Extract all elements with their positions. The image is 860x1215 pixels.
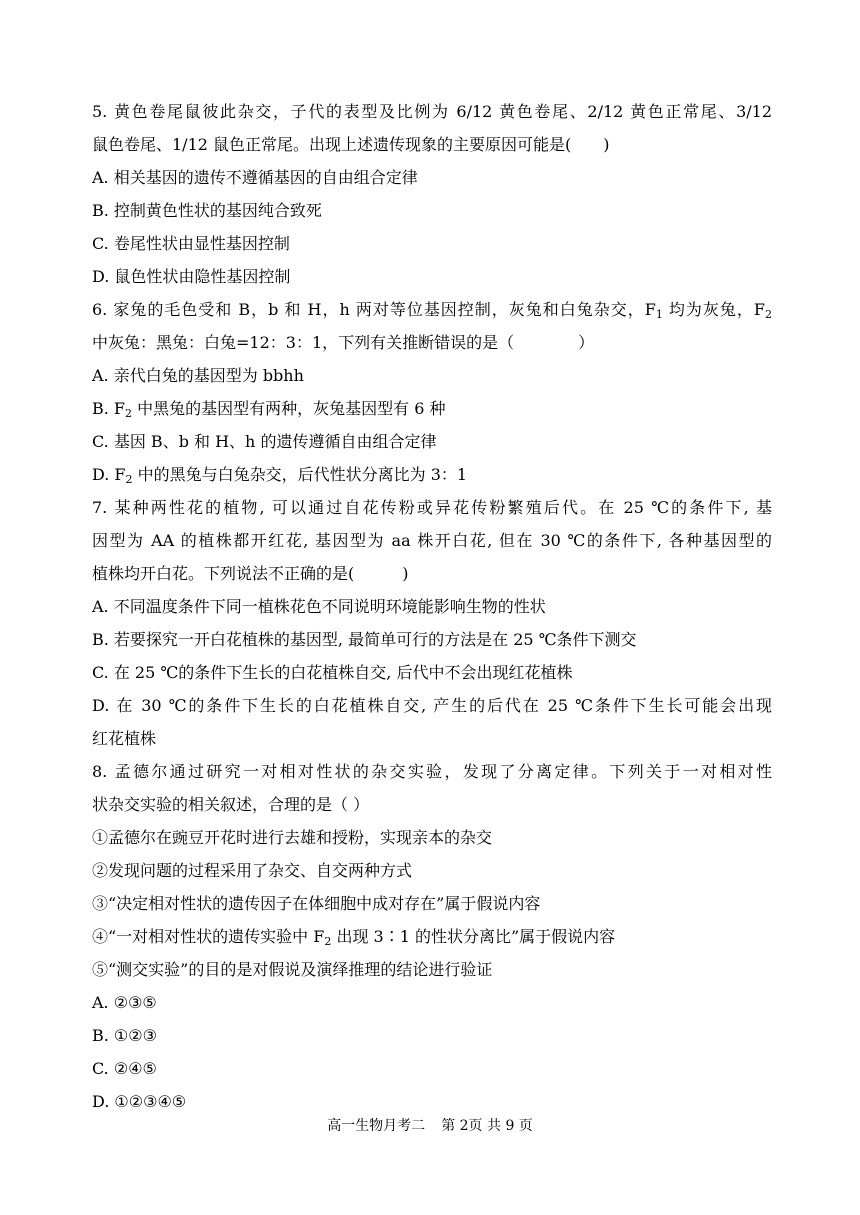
q7-option-b: B. 若要探究一开白花植株的基因型, 最简单可行的方法是在 25 ℃条件下测交 xyxy=(92,630,637,649)
q5-option-b: B. 控制黄色性状的基因纯合致死 xyxy=(92,201,322,220)
q6-stem-line-2: 中灰兔：黑兔：白兔=12：3：1，下列有关推断错误的是（ ） xyxy=(92,333,595,352)
q5-option-c: C. 卷尾性状由显性基因控制 xyxy=(92,234,290,253)
q6-option-a: A. 亲代白兔的基因型为 bbhh xyxy=(92,366,304,385)
q8-option-d: D. ①②③④⑤ xyxy=(92,1092,187,1111)
question-7 xyxy=(92,491,772,755)
q7-option-d-cont: 红花植株 xyxy=(92,729,157,748)
q6-option-b: B. $F_2$ 中黑兔的基因型有两种，灰兔基因型有 6 种 xyxy=(92,399,446,420)
q7-stem-line-2: 因型为 AA 的植株都开红花, 基因型为 aa 株开白花, 但在 30 ℃的条件下, 各种基因型的 xyxy=(92,531,772,550)
q8-statement-4: ④“一对相对性状的遗传实验中 $F_2$ 出现 3∶1 的性状分离比”属于假说内容 xyxy=(92,927,616,948)
q6-option-c: C. 基因 B、b 和 H、h 的遗传遵循自由组合定律 xyxy=(92,432,437,451)
question-6 xyxy=(92,293,772,491)
q8-stem-line-2: 状杂交实验的相关叙述，合理的是（ ） xyxy=(92,795,370,814)
footer-page-number: 第 2页 共 9 页 xyxy=(441,1118,533,1134)
question-8 xyxy=(92,755,772,1118)
q8-option-c: C. ②④⑤ xyxy=(92,1059,157,1078)
q6-option-d: D. $F_2$ 中的黑兔与白兔杂交，后代性状分离比为 3：1 xyxy=(92,465,468,486)
q5-option-a: A. 相关基因的遗传不遵循基因的自由组合定律 xyxy=(92,168,418,187)
q7-stem-line-1: 7. 某种两性花的植物, 可以通过自花传粉或异花传粉繁殖后代。在 25 ℃的条件下, 基 xyxy=(92,498,772,517)
q5-stem-line-2: 鼠色卷尾、1/12 鼠色正常尾。出现上述遗传现象的主要原因可能是( ) xyxy=(92,135,610,154)
q5-option-d: D. 鼠色性状由隐性基因控制 xyxy=(92,267,291,286)
footer-exam-title: 高一生物月考二 xyxy=(327,1118,426,1134)
q8-statement-2: ②发现问题的过程采用了杂交、自交两种方式 xyxy=(92,861,413,880)
page-content xyxy=(92,95,772,1118)
q8-option-a: A. ②③⑤ xyxy=(92,993,157,1012)
q7-option-c: C. 在 25 ℃的条件下生长的白花植株自交, 后代中不会出现红花植株 xyxy=(92,663,573,682)
q8-statement-5: ⑤“测交实验”的目的是对假说及演绎推理的结论进行验证 xyxy=(92,960,493,979)
q8-statement-1: ①孟德尔在豌豆开花时进行去雄和授粉，实现亲本的杂交 xyxy=(92,828,493,847)
q8-statement-3: ③“决定相对性状的遗传因子在体细胞中成对存在”属于假说内容 xyxy=(92,894,541,913)
q6-stem-line-1: 6. 家兔的毛色受和 B，b 和 H，h 两对等位基因控制，灰兔和白兔杂交，$F_1$ 均为灰兔，$F_2$ xyxy=(92,300,772,321)
q8-stem-line-1: 8. 孟德尔通过研究一对相对性状的杂交实验，发现了分离定律。下列关于一对相对性 xyxy=(92,762,772,781)
q8-option-b: B. ①②③ xyxy=(92,1026,157,1045)
q7-option-a: A. 不同温度条件下同一植株花色不同说明环境能影响生物的性状 xyxy=(92,597,546,616)
question-5 xyxy=(92,95,772,293)
page-footer xyxy=(0,1116,860,1136)
q5-stem-line-1: 5. 黄色卷尾鼠彼此杂交，子代的表型及比例为 6/12 黄色卷尾、2/12 黄色正常尾、3/12 xyxy=(92,102,772,121)
q7-stem-line-3: 植株均开白花。下列说法不正确的是( ) xyxy=(92,564,409,583)
q7-option-d: D. 在 30 ℃的条件下生长的白花植株自交, 产生的后代在 25 ℃条件下生长可能会出现 xyxy=(92,696,772,715)
